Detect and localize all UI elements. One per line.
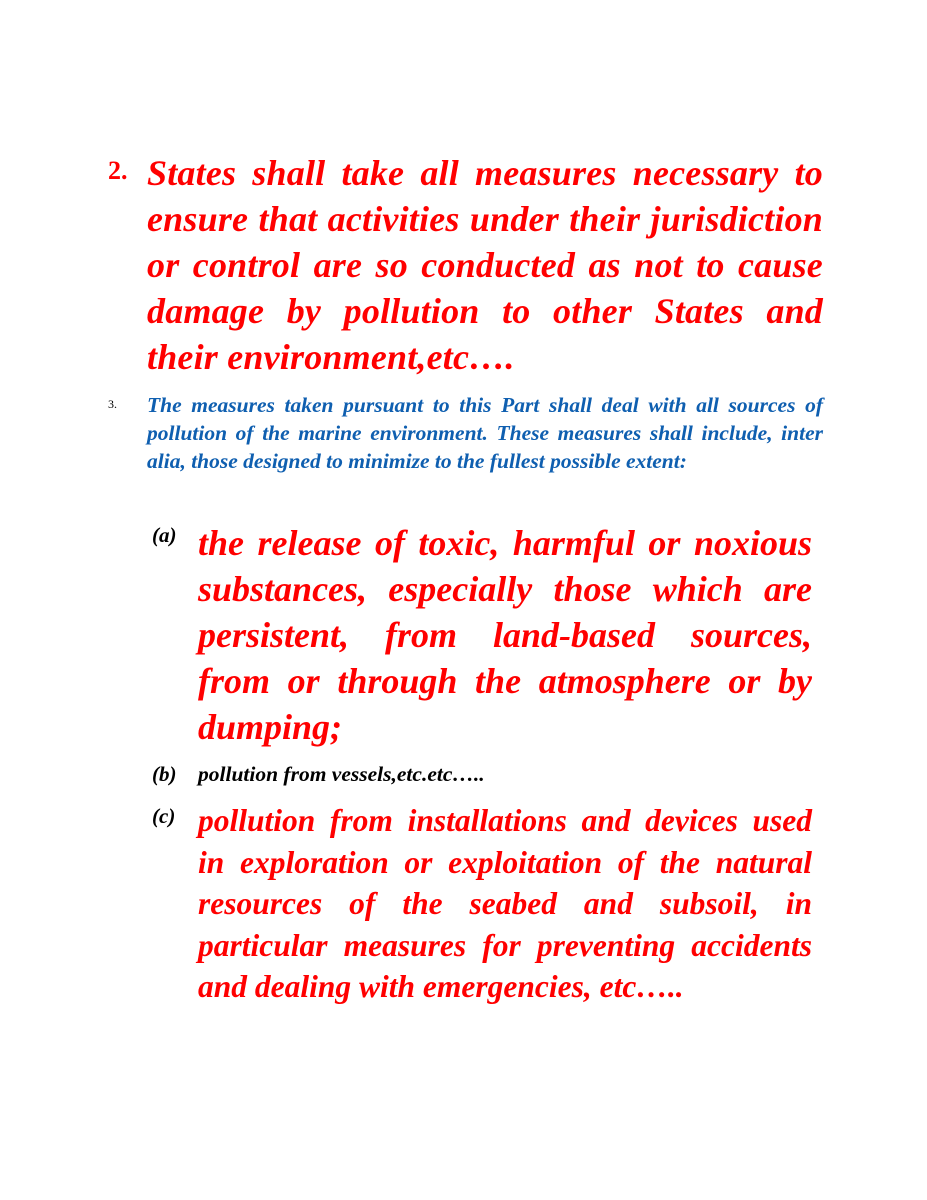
- subitem-b-label: (b): [152, 762, 177, 786]
- subitem-c-text: pollution from installations and devices used in exploration or exploitation of the natural resources of the seabed and subsoil, in particular measures for preventing accidents and dealing with emergencies, etc…..: [198, 803, 812, 1004]
- subitem-c-label: (c): [152, 804, 176, 828]
- subitem-a-text: the release of toxic, harmful or noxious substances, especially those which are persistent, from land-based sources, from or through the atmosphere or by dumping;: [198, 523, 812, 747]
- item-3-text: The measures taken pursuant to this Part shall deal with all sources of pollution of the marine environment. These measures shall include, inter alia, those designed to minimize to the fullest possible extent:: [147, 393, 823, 473]
- item-2-number: 2.: [108, 156, 128, 185]
- subitem-a-label: (a): [152, 523, 177, 547]
- item-2-text: States shall take all measures necessary to ensure that activities under their jurisdiction or control are so conducted as not to cause damage by pollution to other States and their environment,etc….: [147, 153, 823, 377]
- item-3-number: 3.: [108, 397, 117, 411]
- subitem-b-text: pollution from vessels,etc.etc…..: [198, 762, 485, 786]
